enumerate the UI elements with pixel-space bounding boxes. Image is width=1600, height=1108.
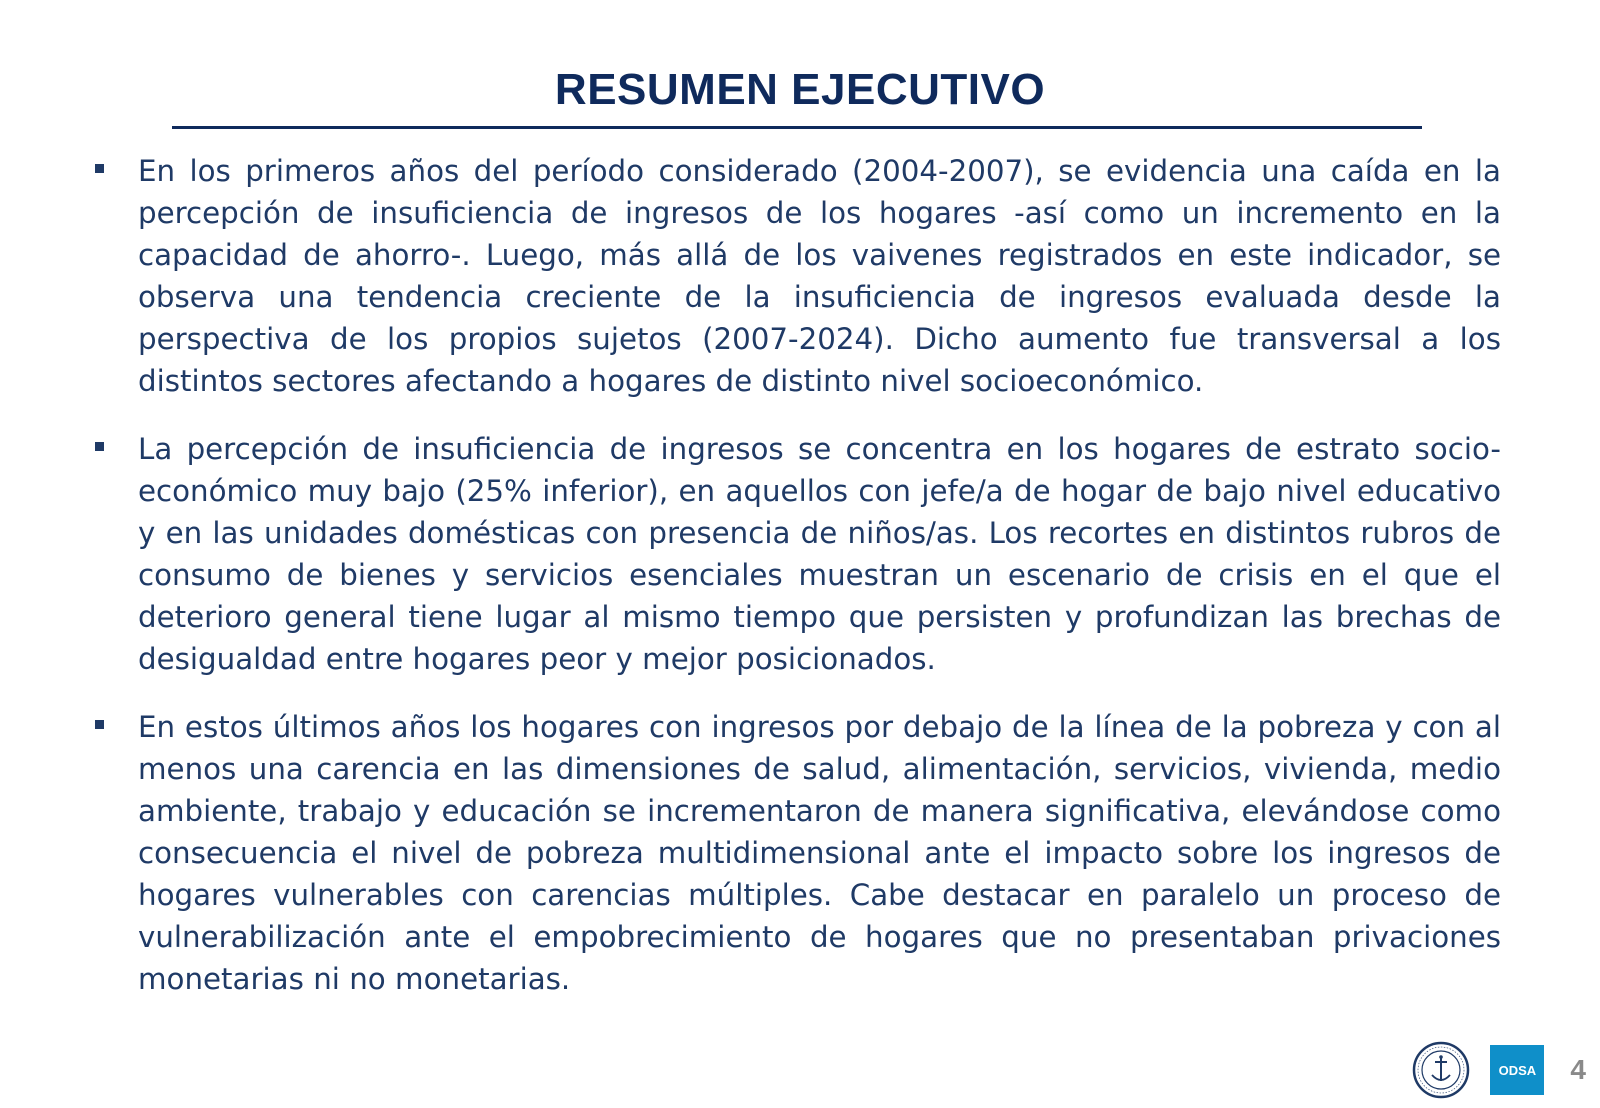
square-bullet-icon xyxy=(95,164,104,173)
bullet-list xyxy=(0,150,1600,1026)
bullet-item xyxy=(138,428,1501,680)
university-seal-icon xyxy=(1412,1041,1470,1099)
slide-title: RESUMEN EJECUTIVO xyxy=(554,65,1046,114)
odsa-logo: ODSA xyxy=(1490,1045,1544,1095)
square-bullet-icon xyxy=(95,442,104,451)
footer-logos xyxy=(1412,1038,1586,1102)
bullet-text: En los primeros años del período considerado (2004-2007), se evidencia una caída en la percepción de insuficiencia de ingresos de los hogares -así como un incremento en la capacidad de ahorro-. Luego, más allá de los vaivenes registrados en este indicador, se observa una tendencia creciente de la insuficiencia de ingresos evaluada desde la perspectiva de los propios sujetos (2007-2024). Dicho aumento fue transversal a los distintos sectores afectando a hogares de distinto nivel socioeconómico. xyxy=(138,154,1501,398)
title-divider xyxy=(172,126,1422,129)
page-number: 4 xyxy=(1570,1054,1586,1085)
bullet-text: En estos últimos años los hogares con ingresos por debajo de la línea de la pobreza y con al menos una carencia en las dimensiones de salud, alimentación, servicios, vivienda, medio ambiente, trabajo y educación se incrementaron de manera significativa, elevándose como consecuencia el nivel de pobreza multidimensional ante el impacto sobre los ingresos de hogares vulnerables con carencias múltiples. Cabe destacar en paralelo un proceso de vulnerabilización ante el empobrecimiento de hogares que no presentaban privaciones monetarias ni no monetarias. xyxy=(138,710,1501,996)
square-bullet-icon xyxy=(95,720,104,729)
bullet-item xyxy=(138,706,1501,1000)
bullet-item xyxy=(138,150,1501,402)
bullet-text: La percepción de insuficiencia de ingresos se concentra en los hogares de estrato socio-económico muy bajo (25% inferior), en aquellos con jefe/a de hogar de bajo nivel educativo y en las unidades domésticas con presencia de niños/as. Los recortes en distintos rubros de consumo de bienes y servicios esenciales muestran un escenario de crisis en el que el deterioro general tiene lugar al mismo tiempo que persisten y profundizan las brechas de desigualdad entre hogares peor y mejor posicionados. xyxy=(138,432,1501,676)
